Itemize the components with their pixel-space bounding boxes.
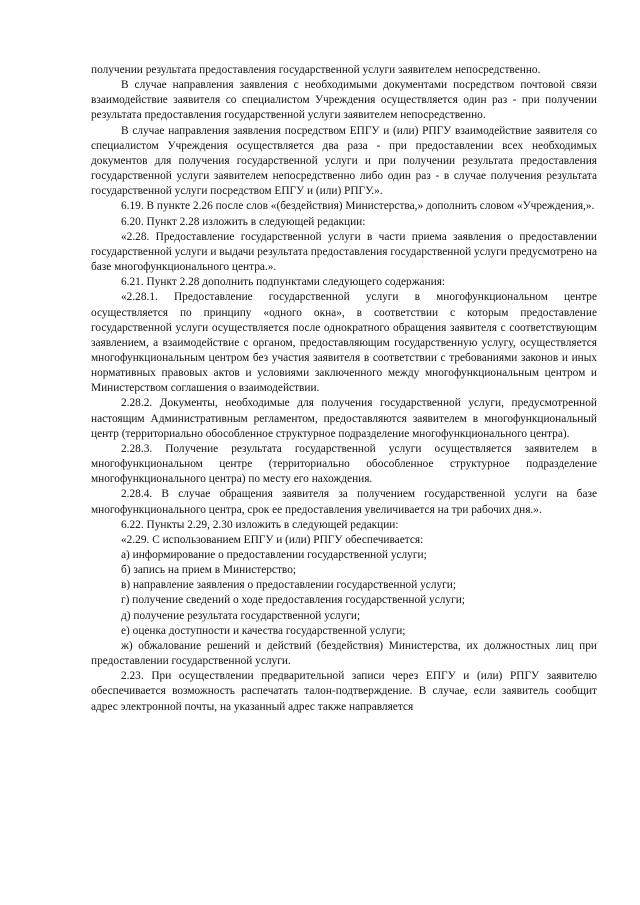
paragraph-2-23: 2.23. При осуществлении предварительной записи через ЕПГУ и (или) РПГУ заявителю обеспечивается возможность распечатать талон-подтверждение. В случае, если заявитель сообщит адрес электронной почты, на указанный адрес также направляется xyxy=(91,670,597,713)
paragraph-2-28: «2.28. Предоставление государственной услуги в части приема заявления о предоставлении государственной услуги и выдачи результата предоставления государственной услуги предусмотрено на базе многофункционального центра.». xyxy=(91,230,597,274)
paragraph-6-19: 6.19. В пункте 2.26 после слов «(бездействия) Министерства,» дополнить словом «Учреждения,». xyxy=(121,200,595,213)
paragraph-2-28-2: 2.28.2. Документы, необходимые для получения государственной услуги, предусмотренной настоящим Административным регламентом, предоставляются заявителем в многофункциональный центр (территориально обособленное структурное подразделение многофункционального центра). xyxy=(91,397,597,440)
paragraph-6-20: 6.20. Пункт 2.28 изложить в следующей редакции: xyxy=(121,215,366,228)
paragraph-2-28-1: «2.28.1. Предоставление государственной услуги в многофункциональном центре осуществляется по принципу «одного окна», в соответствии с которым предоставление государственной услуги осуществляется после однократного обращения заявителя с соответствующим заявлением, а взаимодействие с органом, предоставляющим государственную услугу, осуществляется многофункциональным центром без участия заявителя в соответствии с требованиями законов и иных нормативных правовых актов и условиями заключенного между многофункциональным центром и Министерством соглашения о взаимодействии. xyxy=(91,291,597,395)
paragraph-postal: В случае направления заявления с необходимыми документами посредством почтовой связи взаимодействие заявителя со специалистом Учреждения осуществляется один раз - при получении результата предоставления государственной услуги заявителем непосредственно. xyxy=(91,79,597,122)
paragraph-2-28-4: 2.28.4. В случае обращения заявителя за получением государственной услуги на базе многофункционального центра, срок ее предоставления увеличивается на три рабочих дня.». xyxy=(91,488,597,516)
list-item-zh: ж) обжалование решений и действий (бездействия) Министерства, их должностных лиц при предоставлении государственной услуги. xyxy=(91,639,597,668)
paragraph-2-28-3: 2.28.3. Получение результата государственной услуги осуществляется заявителем в многофункциональном центре (территориально обособленное структурное подразделение многофункционального центра) по месту его нахождения. xyxy=(91,442,597,486)
paragraph-continuation: получении результата предоставления государственной услуги заявителем непосредственно. xyxy=(91,64,541,76)
list-item-e: е) оценка доступности и качества государственной услуги; xyxy=(121,624,406,637)
paragraph-6-22: 6.22. Пункты 2.29, 2.30 изложить в следующей редакции: xyxy=(121,518,399,531)
list-item-d: д) получение результата государственной услуги; xyxy=(121,609,361,622)
list-item-b: б) запись на прием в Министерство; xyxy=(121,564,297,577)
list-item-a: а) информирование о предоставлении государственной услуги; xyxy=(121,549,427,561)
paragraph-6-21: 6.21. Пункт 2.28 дополнить подпунктами следующего содержания: xyxy=(121,276,446,289)
paragraph-epgu: В случае направления заявления посредством ЕПГУ и (или) РПГУ взаимодействие заявителя со специалистом Учреждения осуществляется два раза - при предоставлении всех необходимых документов для получения государственной услуги и при получении результата предоставления государственной услуги заявителем непосредственно либо один раз - в случае получения результата государственной услуги посредством ЕПГУ и (или) РПГУ.». xyxy=(91,124,597,198)
list-item-g: г) получение сведений о ходе предоставления государственной услуги; xyxy=(121,594,465,607)
paragraph-2-29: «2.29. С использованием ЕПГУ и (или) РПГУ обеспечивается: xyxy=(121,533,424,546)
list-item-v: в) направление заявления о предоставлении государственной услуги; xyxy=(121,579,457,592)
document-page xyxy=(91,63,597,715)
